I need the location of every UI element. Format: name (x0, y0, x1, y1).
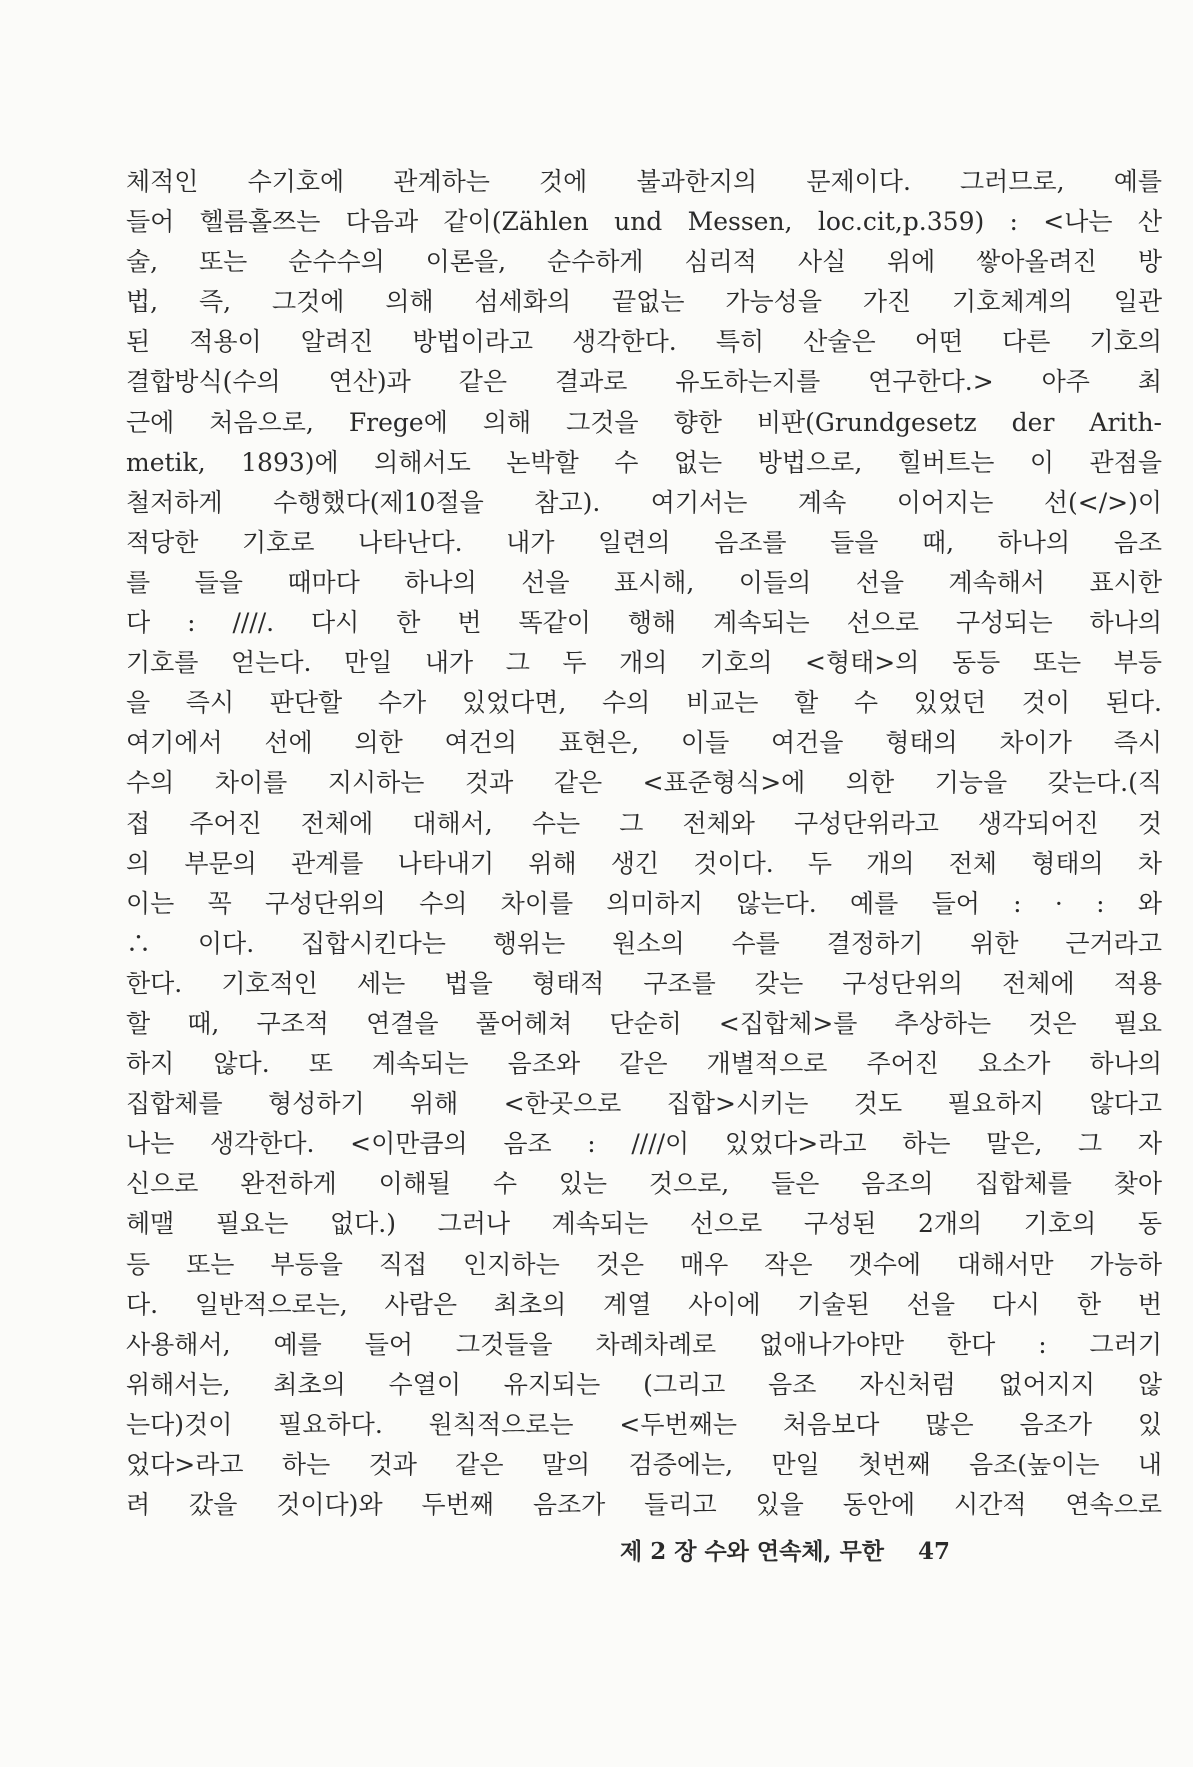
text-line: 나는 생각한다. <이만큼의 음조 : ////이 있었다>라고 하는 말은, 그 자 (126, 1129, 1162, 1159)
text-line: 었다>라고 하는 것과 같은 말의 검증에는, 만일 첫번째 음조(높이는 내 (126, 1450, 1162, 1479)
text-line: 적당한 기호로 나타난다. 내가 일련의 음조를 들을 때, 하나의 음조 (126, 527, 1162, 557)
text-line: 사용해서, 예를 들어 그것들을 차례차례로 없애나가야만 한다 : 그러기 (126, 1329, 1162, 1359)
text-line: 접 주어진 전체에 대해서, 수는 그 전체와 구성단위라고 생각되어진 것 (126, 808, 1162, 838)
text-line: 한다. 기호적인 세는 법을 형태적 구조를 갖는 구성단위의 전체에 적용 (126, 968, 1162, 998)
chapter-title: 제 2 장 수와 연속체, 무한 (620, 1538, 885, 1565)
text-line: 다 : ////. 다시 한 번 똑같이 행해 계속되는 선으로 구성되는 하나의 (126, 608, 1162, 638)
text-line: 헤맬 필요는 없다.) 그러나 계속되는 선으로 구성된 2개의 기호의 동 (126, 1209, 1162, 1239)
text-line: 철저하게 수행했다(제10절을 참고). 여기서는 계속 이어지는 선(</>)이 (126, 487, 1162, 517)
text-line: 술, 또는 순수수의 이론을, 순수하게 심리적 사실 위에 쌓아올려진 방 (126, 247, 1162, 277)
text-line: 등 또는 부등을 직접 인지하는 것은 매우 작은 갯수에 대해서만 가능하 (126, 1249, 1162, 1279)
text-line: metik, 1893)에 의해서도 논박할 수 없는 방법으로, 힐버트는 이 관점을 (126, 447, 1162, 477)
text-line: 근에 처음으로, Frege에 의해 그것을 향한 비판(Grundgesetz der Arith- (126, 407, 1162, 437)
text-line: 를 들을 때마다 하나의 선을 표시해, 이들의 선을 계속해서 표시한 (126, 567, 1162, 597)
page-footer (620, 1533, 1040, 1566)
text-line: 의 부문의 관계를 나타내기 위해 생긴 것이다. 두 개의 전체 형태의 차 (126, 848, 1162, 878)
text-line: 다. 일반적으로는, 사람은 최초의 계열 사이에 기술된 선을 다시 한 번 (126, 1289, 1162, 1319)
text-line: 이는 꼭 구성단위의 수의 차이를 의미하지 않는다. 예를 들어 : · : 와 (126, 888, 1162, 918)
text-line: 집합체를 형성하기 위해 <한곳으로 집합>시키는 것도 필요하지 않다고 (126, 1089, 1162, 1119)
text-line: 법, 즉, 그것에 의해 섬세화의 끝없는 가능성을 가진 기호체계의 일관 (126, 287, 1162, 317)
text-line: 기호를 얻는다. 만일 내가 그 두 개의 기호의 <형태>의 동등 또는 부등 (126, 648, 1162, 678)
text-line: 할 때, 구조적 연결을 풀어헤쳐 단순히 <집합체>를 추상하는 것은 필요 (126, 1008, 1162, 1038)
text-line: 신으로 완전하게 이해될 수 있는 것으로, 들은 음조의 집합체를 찾아 (126, 1169, 1162, 1199)
page-number: 47 (918, 1538, 951, 1565)
text-line: 는다)것이 필요하다. 원칙적으로는 <두번째는 처음보다 많은 음조가 있 (126, 1409, 1162, 1439)
text-line: 하지 않다. 또 계속되는 음조와 같은 개별적으로 주어진 요소가 하나의 (126, 1049, 1162, 1079)
text-line: 된 적용이 알려진 방법이라고 생각한다. 특히 산술은 어떤 다른 기호의 (126, 327, 1162, 357)
text-line: 을 즉시 판단할 수가 있었다면, 수의 비교는 할 수 있었던 것이 된다. (126, 688, 1162, 718)
text-line: 결합방식(수의 연산)과 같은 결과로 유도하는지를 연구한다.> 아주 최 (126, 367, 1162, 397)
text-line: ∴ 이다. 집합시킨다는 행위는 원소의 수를 결정하기 위한 근거라고 (126, 928, 1162, 958)
text-line: 위해서는, 최초의 수열이 유지되는 (그리고 음조 자신처럼 없어지지 않 (126, 1369, 1162, 1399)
text-line: 들어 헬름홀쯔는 다음과 같이(Zählen und Messen, loc.cit,p.359) : <나는 산 (126, 207, 1162, 237)
text-line: 수의 차이를 지시하는 것과 같은 <표준형식>에 의한 기능을 갖는다.(직 (126, 768, 1162, 798)
text-line: 려 갔을 것이다)와 두번째 음조가 들리고 있을 동안에 시간적 연속으로 (126, 1490, 1162, 1520)
text-line: 여기에서 선에 의한 여건의 표현은, 이들 여건을 형태의 차이가 즉시 (126, 728, 1162, 758)
body-text (126, 162, 1162, 1525)
text-line: 체적인 수기호에 관계하는 것에 불과한지의 문제이다. 그러므로, 예를 (126, 167, 1162, 196)
